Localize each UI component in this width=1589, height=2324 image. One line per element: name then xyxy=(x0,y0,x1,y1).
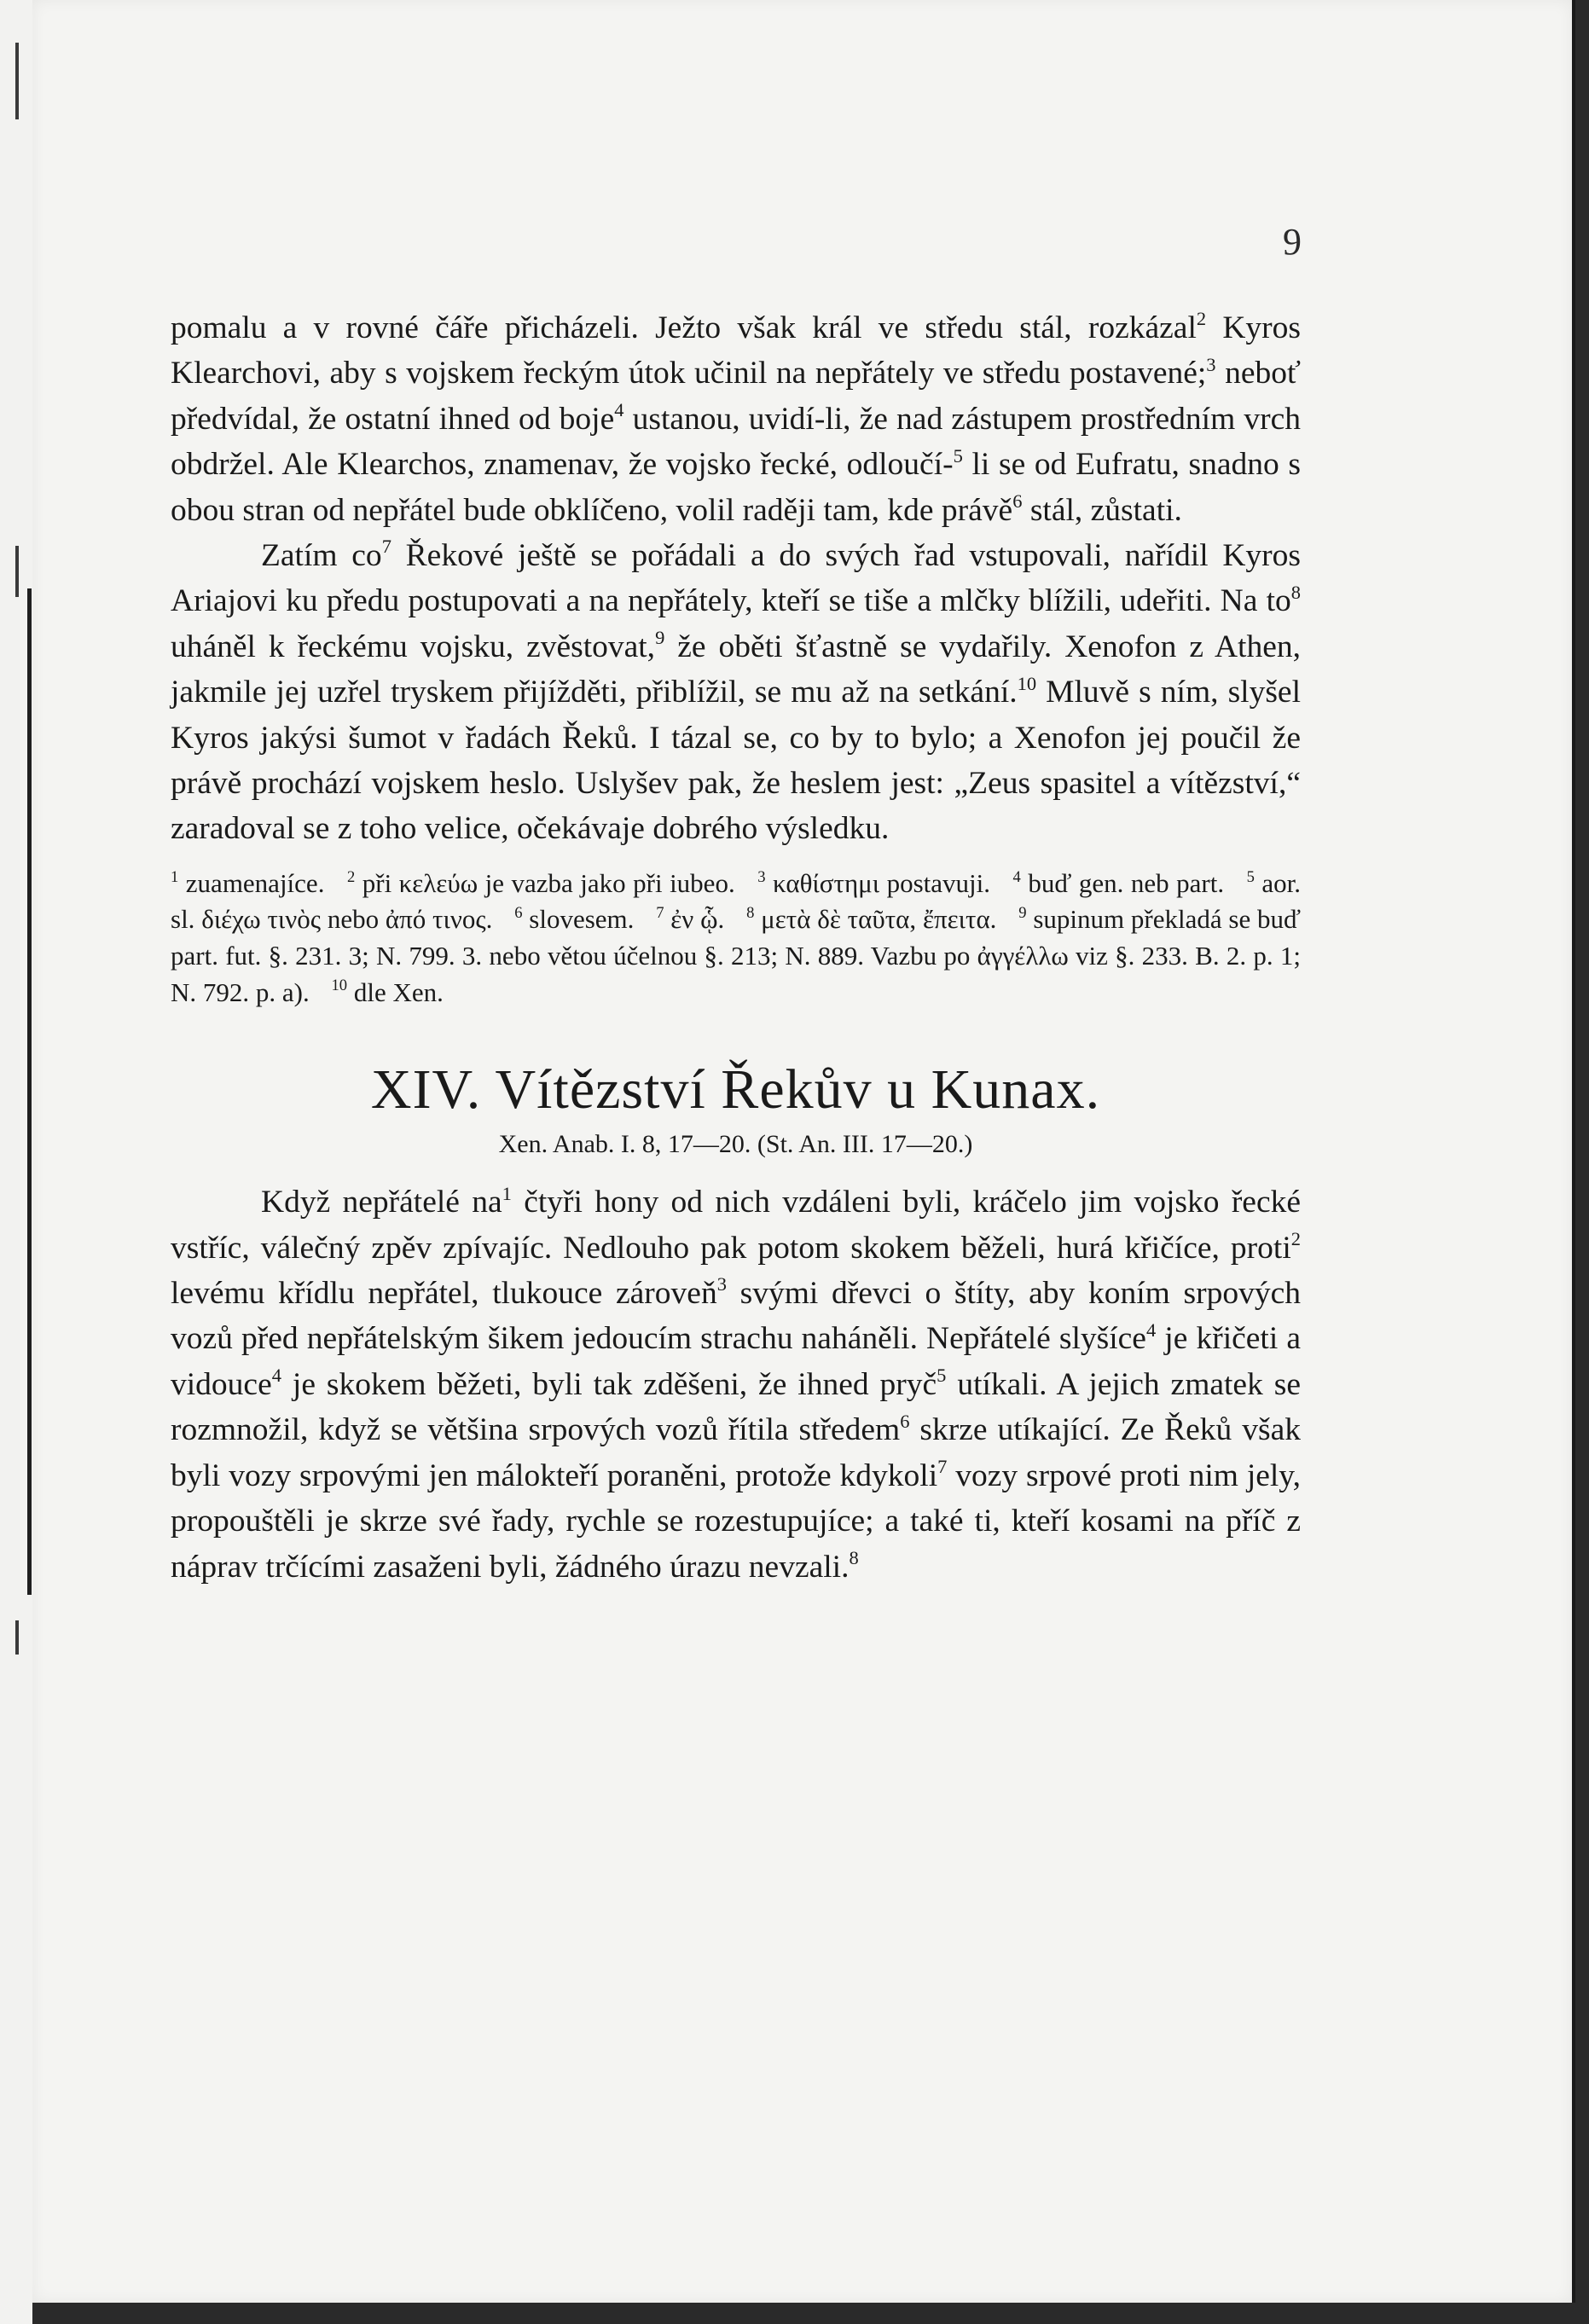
footnote-number: 8 xyxy=(746,904,755,923)
footnote-text: slovesem. xyxy=(522,904,635,935)
footnote-item xyxy=(171,868,324,898)
section-subtitle: Xen. Anab. I. 8, 17—20. (St. An. III. 17—20.) xyxy=(498,1130,973,1159)
text-run: neboť předvídal, že ostatní ihned od boje xyxy=(171,356,1301,437)
footnote-item xyxy=(347,868,735,898)
text-run: čtyři hony od nich vzdáleni byli, kráčelo jim vojsko řecké vstříc, válečný zpěv zpívajíc. Nedlouho pak potom skokem běželi, hurá křičíce, proti xyxy=(171,1185,1301,1266)
footnote-ref: 4 xyxy=(614,399,624,421)
footnote-ref: 5 xyxy=(937,1365,947,1387)
footnote-text: supinum překladá se buď part. fut. §. 231. 3; N. 799. 3. nebo větou účelnou §. 213; N. 889. Vazbu po ἀγγέλλω viz §. 233. B. 2. p. 1; N. 792. p. a). xyxy=(171,904,1302,1007)
text-run: Kyros Klearchovi, aby s vojskem řeckým útok učinil na nepřátely ve středu postavené; xyxy=(171,310,1301,391)
binding-edge-rule xyxy=(27,588,32,1595)
footnote-text: při κελεύω je vazba jako při iubeo. xyxy=(355,867,735,898)
text-run: že oběti šťastně se vydařily. Xenofon z Athen, jakmile jej uzřel tryskem přijížděti, přiblížil, se mu až na setkání. xyxy=(171,629,1301,710)
text-run: uháněl k řeckému vojsku, zvěstovat, xyxy=(171,629,656,664)
text-run: Zatím co xyxy=(261,538,382,574)
text-run: svými dřevci o štíty, aby koním srpových vozů před nepřátelským šikem jedoucím strachu naháněli. Nepřátelé slyšíce xyxy=(171,1276,1301,1357)
footnote-number: 10 xyxy=(331,977,348,995)
footnote-text: dle Xen. xyxy=(347,977,444,1007)
text-run: pomalu a v rovné čáře přicházeli. Ježto však král ve středu stál, rozkázal xyxy=(171,310,1197,345)
text-run: utíkali. A jejich zmatek se rozmnožil, když se většina srpových vozů řítila středem xyxy=(171,1366,1301,1448)
section-paragraph xyxy=(171,1179,1301,1590)
text-run: stál, zůstati. xyxy=(1022,492,1182,528)
footnote-ref: 5 xyxy=(953,444,963,467)
footnote-ref: 6 xyxy=(900,1410,910,1432)
footnote-ref: 1 xyxy=(502,1182,512,1204)
footnote-number: 7 xyxy=(656,904,664,923)
text-run: ustanou, uvidí-li, že nad zástupem prostředním vrch obdržel. Ale Klearchos, znamenav, že vojsko řecké, odloučí- xyxy=(171,401,1302,483)
scan-mark xyxy=(15,1620,19,1655)
footnote-item xyxy=(757,868,990,898)
footnote-item xyxy=(746,904,996,934)
footnote-text: buď gen. neb part. xyxy=(1020,867,1225,898)
text-run: je skokem běžeti, byli tak zděšeni, že ihned pryč xyxy=(281,1366,937,1402)
scan-mark xyxy=(15,546,19,597)
text-block xyxy=(171,305,1301,1590)
text-run: je křičeti a vidouce xyxy=(171,1321,1301,1402)
footnote-ref: 2 xyxy=(1196,308,1207,330)
book-page xyxy=(32,0,1575,2303)
footnote-number: 4 xyxy=(1012,867,1021,886)
footnote-ref: 9 xyxy=(655,627,665,649)
text-run: Řekové ještě se pořádali a do svých řad vstupovali, nařídil Kyros Ariajovi ku předu postupovati a na nepřátely, kteří se tiše a mlčky blížili, udeřiti. Na to xyxy=(171,538,1301,619)
footnotes xyxy=(171,866,1301,1011)
page-number: 9 xyxy=(1283,221,1302,263)
body-paragraph xyxy=(171,305,1301,533)
text-run: Když nepřátelé na xyxy=(261,1185,502,1220)
footnote-item xyxy=(331,977,443,1007)
section-title: XIV. Vítězství Řekův u Kunax. xyxy=(370,1058,1101,1121)
text-run: levému křídlu nepřátel, tlukouce zároveň xyxy=(171,1276,717,1312)
footnote-item xyxy=(514,904,634,934)
footnote-text: ἐν ᾧ. xyxy=(664,904,725,935)
footnote-text: μετὰ δὲ ταῦτα, ἔπειτα. xyxy=(754,904,997,935)
footnote-ref: 2 xyxy=(1290,1228,1301,1250)
footnote-number: 6 xyxy=(514,904,523,923)
footnote-ref: 8 xyxy=(849,1546,859,1568)
footnote-text: καθίστημι postavuji. xyxy=(765,867,991,898)
footnote-ref: 10 xyxy=(1017,672,1037,694)
footnote-number: 5 xyxy=(1246,867,1255,886)
scan-mark xyxy=(15,43,19,119)
footnote-item xyxy=(656,904,724,934)
text-run: vozy srpové proti nim jely, propouštěli je skrze své řady, rychle se rozestupujíce; a také ti, kteří kosami na příč z náprav trčícími zasaženi byli, žádného úrazu nevzali. xyxy=(171,1458,1301,1585)
footnote-ref: 7 xyxy=(381,536,391,558)
text-run: li se od Eufratu, snadno s obou stran od nepřátel bude obklíčeno, volil raději tam, kde právě xyxy=(171,447,1301,528)
footnote-text: aor. sl. διέχω τινὸς nebo ἀπό τινος. xyxy=(171,867,1301,935)
footnote-ref: 4 xyxy=(1145,1318,1157,1341)
footnote-number: 3 xyxy=(757,867,766,886)
footnote-text: zuamenajíce. xyxy=(178,867,325,898)
footnote-number: 9 xyxy=(1018,904,1027,923)
footnote-ref: 7 xyxy=(937,1456,948,1478)
footnote-number: 1 xyxy=(171,867,179,886)
body-paragraph xyxy=(171,533,1301,852)
footnote-item xyxy=(1013,868,1225,898)
footnote-ref: 8 xyxy=(1290,581,1301,603)
text-run: skrze utíkající. Ze Řeků však byli vozy srpovými jen málokteří poraněni, protože kdykoli xyxy=(171,1412,1301,1493)
footnote-ref: 3 xyxy=(1206,353,1216,375)
footnote-ref: 6 xyxy=(1012,490,1023,512)
footnote-ref: 4 xyxy=(271,1365,281,1387)
footnote-number: 2 xyxy=(346,867,356,886)
footnote-ref: 3 xyxy=(716,1273,727,1295)
text-run: Mluvě s ním, slyšel Kyros jakýsi šumot v řadách Řeků. I tázal se, co by to bylo; a Xenofon jej poučil že právě prochází vojskem heslo. Uslyšev pak, že heslem jest: „Zeus spasitel a vítězství,“ zaradoval se z toho velice, očekávaje dobrého výsledku. xyxy=(171,675,1301,847)
